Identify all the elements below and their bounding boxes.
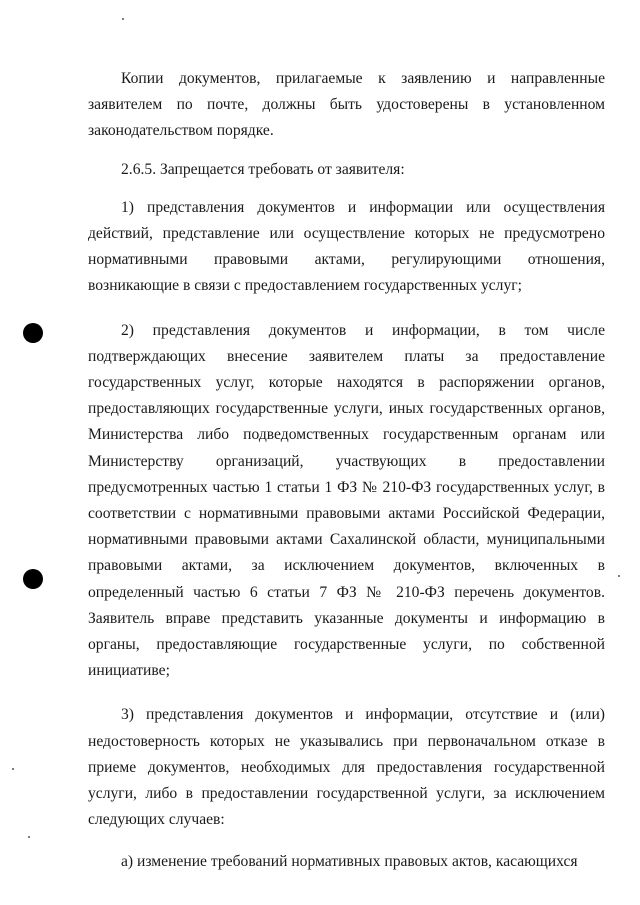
document-body: [88, 66, 605, 876]
list-item-1: 1) представления документов и информации или осуществления действий, представление или осуществление которых не предусмотрено нормативными правовыми актами, регулирующими отношения, возникающие в связи с предоставлением государственных услуг;: [88, 198, 605, 295]
punch-hole-bottom: [23, 569, 43, 589]
list-item-2: 2) представления документов и информации, в том числе подтверждающих внесение заявителем платы за предоставление государственных услуг, которые находятся в распоряжении органов, предоставляющих государственные услуги, иных государственных органов, Министерства либо подведомственных государственным органам или Министерству организаций, участвующих в предоставлении предусмотренных частью 1 статьи 1 ФЗ № 210-ФЗ государственных услуг, в соответствии с нормативными правовыми актами Российской Федерации, нормативными правовыми актами Сахалинской области, муниципальными правовыми актами, за исключением документов, включенных в определенный частью 6 статьи 7 ФЗ № 210-ФЗ перечень документов. Заявитель вправе представить указанные документы и информацию в органы, предоставляющие государственные услуги, по собственной инициативе;: [88, 321, 605, 680]
punch-hole-top: [23, 323, 43, 343]
scan-speck: [122, 18, 124, 20]
scan-speck: [618, 575, 620, 577]
paragraph-copies: Копии документов, прилагаемые к заявлению и направленные заявителем по почте, должны быть удостоверены в установленном законодательством порядке.: [88, 70, 605, 140]
scan-speck: [28, 836, 30, 838]
sub-item-a: а) изменение требований нормативных правовых актов, касающихся: [121, 853, 578, 871]
list-item-3: 3) представления документов и информации, отсутствие и (или) недостоверность которых не указывались при первоначальном отказе в приеме документов, необходимых для предоставления государственной услуги, либо в предоставлении государственной услуги, за исключением следующих случаев:: [88, 706, 605, 829]
scan-speck: [12, 768, 14, 770]
section-heading-2-6-5: 2.6.5. Запрещается требовать от заявителя:: [121, 160, 405, 178]
